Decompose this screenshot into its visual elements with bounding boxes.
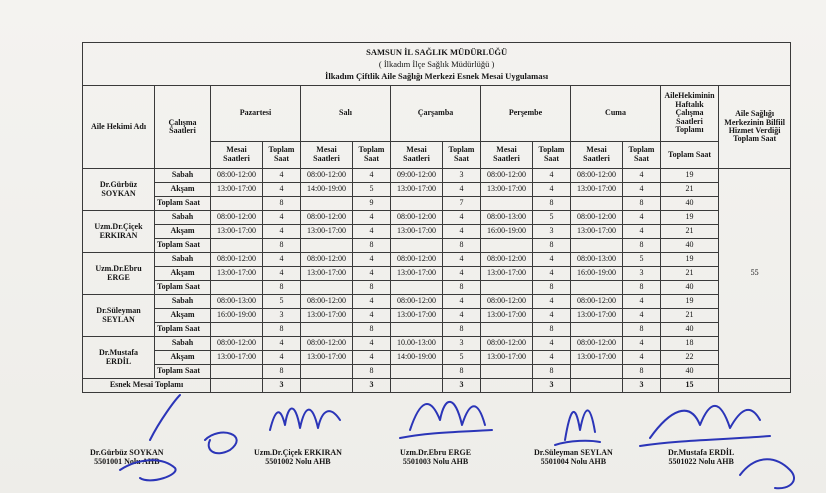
day-total: 8 <box>353 365 391 379</box>
empty-cell <box>211 197 263 211</box>
esnek-day-total: 3 <box>353 379 391 393</box>
shift-hours: 13:00-17:00 <box>211 225 263 239</box>
mesai-saatleri-header: Mesai Saatleri <box>571 141 623 168</box>
shift-hours: 08:00-12:00 <box>571 295 623 309</box>
toplam-saat-label: Toplam Saat <box>155 281 211 295</box>
shift-duration: 3 <box>443 337 481 351</box>
sabah-label: Sabah <box>155 253 211 267</box>
signature-4 <box>534 448 613 466</box>
shift-hours: 08:00-12:00 <box>301 295 353 309</box>
day-total: 8 <box>353 323 391 337</box>
weekly-total: 40 <box>661 197 719 211</box>
shift-duration: 4 <box>443 225 481 239</box>
empty-cell <box>391 323 443 337</box>
doctor-header: Aile Hekimi Adı <box>83 86 155 169</box>
shift-duration: 4 <box>623 225 661 239</box>
shift-duration: 4 <box>353 337 391 351</box>
empty-cell <box>301 365 353 379</box>
shift-hours: 13:00-17:00 <box>481 267 533 281</box>
mesai-saatleri-header: Mesai Saatleri <box>211 141 263 168</box>
shift-hours: 13:00-17:00 <box>481 309 533 323</box>
day-total: 8 <box>443 239 481 253</box>
shift-duration: 4 <box>353 351 391 365</box>
shift-hours: 08:00-12:00 <box>391 253 443 267</box>
shift-duration: 4 <box>533 295 571 309</box>
empty-cell <box>481 239 533 253</box>
empty-cell <box>571 379 623 393</box>
signature-name: Dr.Gürbüz SOYKAN <box>90 448 164 457</box>
shift-hours: 13:00-17:00 <box>571 183 623 197</box>
doctor-name <box>83 169 155 211</box>
shift-hours: 08:00-12:00 <box>391 295 443 309</box>
toplam-saat-header: Toplam Saat <box>263 141 301 168</box>
doctor-name <box>83 253 155 295</box>
weekly-aksam-total: 21 <box>661 225 719 239</box>
shift-duration: 4 <box>443 295 481 309</box>
sabah-label: Sabah <box>155 295 211 309</box>
table-row <box>83 337 791 351</box>
empty-cell <box>301 281 353 295</box>
weekly-aksam-total: 21 <box>661 267 719 281</box>
doctor-name <box>83 337 155 379</box>
shift-duration: 4 <box>443 267 481 281</box>
shift-duration: 4 <box>353 225 391 239</box>
toplam-saat-header: Toplam Saat <box>533 141 571 168</box>
day-total: 8 <box>353 281 391 295</box>
shift-hours: 16:00-19:00 <box>481 225 533 239</box>
aksam-label: Akşam <box>155 351 211 365</box>
table-row <box>83 281 791 295</box>
shift-duration: 4 <box>623 309 661 323</box>
day-total: 8 <box>263 239 301 253</box>
doctor-title: Uzm.Dr.Çiçek <box>94 222 143 232</box>
weekly-aksam-total: 21 <box>661 183 719 197</box>
esnek-day-total: 3 <box>263 379 301 393</box>
shift-duration: 4 <box>353 309 391 323</box>
table-row <box>83 351 791 365</box>
empty-cell <box>571 239 623 253</box>
day-total: 8 <box>623 323 661 337</box>
day-total: 8 <box>533 197 571 211</box>
toplam-saat-label: Toplam Saat <box>155 323 211 337</box>
weekly-sabah-total: 19 <box>661 169 719 183</box>
shift-hours: 13:00-17:00 <box>211 183 263 197</box>
signature-5 <box>668 448 734 466</box>
empty-cell <box>391 281 443 295</box>
shift-hours: 14:00-19:00 <box>301 183 353 197</box>
empty-cell <box>211 323 263 337</box>
shift-duration: 4 <box>533 267 571 281</box>
table-row <box>83 197 791 211</box>
day-total: 8 <box>533 323 571 337</box>
weekly-total: 40 <box>661 281 719 295</box>
shift-duration: 4 <box>623 183 661 197</box>
empty-cell <box>719 379 791 393</box>
shift-duration: 4 <box>353 169 391 183</box>
signature-number: 5501001 Nolu AHB <box>94 457 160 466</box>
shift-duration: 4 <box>353 295 391 309</box>
shift-duration: 4 <box>623 337 661 351</box>
aksam-label: Akşam <box>155 309 211 323</box>
shift-hours: 16:00-19:00 <box>211 309 263 323</box>
shift-hours: 13:00-17:00 <box>391 309 443 323</box>
shift-duration: 4 <box>263 169 301 183</box>
table-row <box>83 267 791 281</box>
shift-duration: 4 <box>263 211 301 225</box>
day-total: 8 <box>263 323 301 337</box>
signature-1 <box>90 448 164 466</box>
shift-duration: 4 <box>623 169 661 183</box>
shift-duration: 5 <box>353 183 391 197</box>
esnek-day-total: 3 <box>533 379 571 393</box>
signature-number: 5501022 Nolu AHB <box>668 457 734 466</box>
day-total: 8 <box>533 239 571 253</box>
shift-hours: 13:00-17:00 <box>391 225 443 239</box>
signature-number: 5501002 Nolu AHB <box>265 457 331 466</box>
day-total: 9 <box>353 197 391 211</box>
title-line-1: SAMSUN İL SAĞLIK MÜDÜRLÜĞÜ <box>366 46 508 57</box>
weekly-toplam-header: Toplam Saat <box>661 141 719 168</box>
table-row <box>83 211 791 225</box>
sabah-label: Sabah <box>155 169 211 183</box>
shift-duration: 4 <box>443 183 481 197</box>
doctor-name <box>83 211 155 253</box>
table-row <box>83 365 791 379</box>
weekly-total: 40 <box>661 239 719 253</box>
empty-cell <box>481 379 533 393</box>
toplam-saat-label: Toplam Saat <box>155 197 211 211</box>
esnek-day-total: 3 <box>623 379 661 393</box>
empty-cell <box>571 323 623 337</box>
shift-duration: 4 <box>443 211 481 225</box>
day-header-3: Çarşamba <box>391 86 481 142</box>
empty-cell <box>211 379 263 393</box>
shift-duration: 3 <box>443 169 481 183</box>
shift-hours: 08:00-12:00 <box>481 253 533 267</box>
shift-duration: 4 <box>263 183 301 197</box>
table-row <box>83 323 791 337</box>
doctor-surname: ERGE <box>107 272 130 282</box>
doctor-surname: ERKIRAN <box>99 230 138 240</box>
esnek-row <box>83 379 791 393</box>
signature-number: 5501004 Nolu AHB <box>540 457 607 466</box>
shift-duration: 4 <box>533 169 571 183</box>
sabah-label: Sabah <box>155 337 211 351</box>
aksam-label: Akşam <box>155 267 211 281</box>
shift-duration: 4 <box>353 253 391 267</box>
shift-hours: 08:00-12:00 <box>571 211 623 225</box>
shift-hours: 08:00-13:00 <box>481 211 533 225</box>
shift-hours: 08:00-12:00 <box>301 253 353 267</box>
shift-hours: 08:00-12:00 <box>481 169 533 183</box>
esnek-day-total: 3 <box>443 379 481 393</box>
weekly-sabah-total: 19 <box>661 211 719 225</box>
shift-hours: 13:00-17:00 <box>571 225 623 239</box>
shift-duration: 4 <box>263 337 301 351</box>
weekly-total: 40 <box>661 323 719 337</box>
center-total-value: 55 <box>719 169 791 379</box>
day-header-5: Cuma <box>571 86 661 142</box>
shift-duration: 4 <box>443 253 481 267</box>
empty-cell <box>301 197 353 211</box>
esnek-total: 15 <box>661 379 719 393</box>
toplam-saat-header: Toplam Saat <box>443 141 481 168</box>
day-total: 8 <box>533 365 571 379</box>
empty-cell <box>481 281 533 295</box>
day-total: 8 <box>263 197 301 211</box>
doctor-title: Dr.Mustafa <box>98 348 139 358</box>
aksam-label: Akşam <box>155 225 211 239</box>
weekly-aksam-total: 22 <box>661 351 719 365</box>
shift-hours: 13:00-17:00 <box>301 225 353 239</box>
shift-hours: 13:00-17:00 <box>481 351 533 365</box>
shift-hours: 09:00-12:00 <box>391 169 443 183</box>
title-line-2: ( İlkadım İlçe Sağlık Müdürlüğü ) <box>378 58 495 69</box>
day-total: 8 <box>533 281 571 295</box>
table-row <box>83 253 791 267</box>
shift-hours: 13:00-17:00 <box>571 309 623 323</box>
weekly-aksam-total: 21 <box>661 309 719 323</box>
weekly-total: 40 <box>661 365 719 379</box>
shift-duration: 4 <box>263 351 301 365</box>
shift-duration: 5 <box>533 211 571 225</box>
shift-duration: 4 <box>533 351 571 365</box>
doctor-title: Dr.Gürbüz <box>99 180 138 190</box>
shift-hours: 13:00-17:00 <box>211 267 263 281</box>
shift-hours: 13:00-17:00 <box>211 351 263 365</box>
center-total-header: Aile Sağlığı Merkezinin Bilfiil Hizmet Verdiği Toplam Saat <box>719 86 791 169</box>
doctor-name <box>83 295 155 337</box>
shift-hours: 08:00-12:00 <box>211 169 263 183</box>
esnek-label: Esnek Mesai Toplamı <box>83 379 211 393</box>
shift-hours: 13:00-17:00 <box>301 351 353 365</box>
shift-hours: 08:00-12:00 <box>391 211 443 225</box>
shift-duration: 5 <box>263 295 301 309</box>
shift-hours: 16:00-19:00 <box>571 267 623 281</box>
signature-name: Uzm.Dr.Çiçek ERKIRAN <box>254 448 342 457</box>
hours-header: Çalışma Saatleri <box>155 86 211 169</box>
shift-hours: 10.00-13:00 <box>391 337 443 351</box>
shift-hours: 08:00-13:00 <box>571 253 623 267</box>
signature-name: Dr.Süleyman SEYLAN <box>534 448 613 457</box>
empty-cell <box>211 281 263 295</box>
empty-cell <box>301 379 353 393</box>
table-row <box>83 239 791 253</box>
table-row <box>83 295 791 309</box>
day-total: 8 <box>443 323 481 337</box>
table-row <box>83 225 791 239</box>
doctor-title: Uzm.Dr.Ebru <box>95 264 142 274</box>
doctor-title: Dr.Süleyman <box>96 306 141 316</box>
toplam-saat-label: Toplam Saat <box>155 365 211 379</box>
shift-duration: 3 <box>533 225 571 239</box>
shift-duration: 4 <box>623 295 661 309</box>
empty-cell <box>391 379 443 393</box>
shift-hours: 08:00-12:00 <box>571 169 623 183</box>
weekly-total-header: AileHekiminin Haftalık Çalışma Saatleri Toplamı <box>661 86 719 142</box>
shift-duration: 4 <box>623 351 661 365</box>
shift-hours: 14:00-19:00 <box>391 351 443 365</box>
empty-cell <box>211 365 263 379</box>
empty-cell <box>481 365 533 379</box>
signature-name: Dr.Mustafa ERDİL <box>668 448 735 457</box>
doctor-surname: SOYKAN <box>101 188 136 198</box>
shift-hours: 08:00-12:00 <box>481 337 533 351</box>
day-total: 8 <box>623 197 661 211</box>
shift-hours: 13:00-17:00 <box>571 351 623 365</box>
shift-hours: 13:00-17:00 <box>481 183 533 197</box>
mesai-saatleri-header: Mesai Saatleri <box>391 141 443 168</box>
shift-duration: 3 <box>623 267 661 281</box>
day-header-1: Pazartesi <box>211 86 301 142</box>
shift-duration: 4 <box>353 267 391 281</box>
empty-cell <box>391 197 443 211</box>
shift-hours: 08:00-12:00 <box>301 211 353 225</box>
shift-duration: 4 <box>533 253 571 267</box>
shift-hours: 13:00-17:00 <box>391 267 443 281</box>
schedule-table <box>82 42 791 393</box>
shift-duration: 4 <box>443 309 481 323</box>
day-total: 8 <box>623 239 661 253</box>
day-header-4: Perşembe <box>481 86 571 142</box>
day-total: 7 <box>443 197 481 211</box>
empty-cell <box>391 365 443 379</box>
signature-2 <box>254 448 342 466</box>
empty-cell <box>481 197 533 211</box>
day-total: 8 <box>623 281 661 295</box>
shift-duration: 4 <box>533 337 571 351</box>
shift-hours: 13:00-17:00 <box>301 267 353 281</box>
shift-duration: 4 <box>263 253 301 267</box>
shift-hours: 13:00-17:00 <box>301 309 353 323</box>
shift-hours: 08:00-12:00 <box>481 295 533 309</box>
table-row <box>83 309 791 323</box>
shift-duration: 4 <box>263 225 301 239</box>
empty-cell <box>301 239 353 253</box>
shift-hours: 13:00-17:00 <box>391 183 443 197</box>
shift-duration: 5 <box>623 253 661 267</box>
table-row <box>83 183 791 197</box>
doctor-surname: ERDİL <box>105 356 132 366</box>
signature-name: Uzm.Dr.Ebru ERGE <box>400 448 472 457</box>
weekly-sabah-total: 19 <box>661 295 719 309</box>
shift-duration: 5 <box>443 351 481 365</box>
shift-duration: 4 <box>263 267 301 281</box>
toplam-saat-header: Toplam Saat <box>353 141 391 168</box>
toplam-saat-header: Toplam Saat <box>623 141 661 168</box>
empty-cell <box>571 281 623 295</box>
mesai-saatleri-header: Mesai Saatleri <box>301 141 353 168</box>
weekly-sabah-total: 18 <box>661 337 719 351</box>
empty-cell <box>301 323 353 337</box>
shift-duration: 3 <box>263 309 301 323</box>
empty-cell <box>481 323 533 337</box>
empty-cell <box>571 197 623 211</box>
shift-hours: 08:00-13:00 <box>211 295 263 309</box>
signature-3 <box>400 448 471 466</box>
signature-block <box>0 440 826 480</box>
title-line-3: İlkadım Çiftlik Aile Sağlığı Merkezi Esnek Mesai Uygulaması <box>325 71 549 82</box>
shift-duration: 4 <box>353 211 391 225</box>
shift-hours: 08:00-12:00 <box>211 337 263 351</box>
sabah-label: Sabah <box>155 211 211 225</box>
shift-duration: 4 <box>533 183 571 197</box>
table-row <box>83 169 791 183</box>
empty-cell <box>391 239 443 253</box>
shift-hours: 08:00-12:00 <box>211 211 263 225</box>
day-total: 8 <box>263 281 301 295</box>
document-title <box>83 43 791 86</box>
weekly-sabah-total: 19 <box>661 253 719 267</box>
shift-duration: 4 <box>533 309 571 323</box>
day-total: 8 <box>353 239 391 253</box>
empty-cell <box>571 365 623 379</box>
day-total: 8 <box>443 281 481 295</box>
day-total: 8 <box>443 365 481 379</box>
shift-hours: 08:00-12:00 <box>211 253 263 267</box>
shift-hours: 08:00-12:00 <box>571 337 623 351</box>
empty-cell <box>211 239 263 253</box>
signature-number: 5501003 Nolu AHB <box>402 457 469 466</box>
day-total: 8 <box>263 365 301 379</box>
aksam-label: Akşam <box>155 183 211 197</box>
day-total: 8 <box>623 365 661 379</box>
shift-hours: 08:00-12:00 <box>301 169 353 183</box>
shift-duration: 4 <box>623 211 661 225</box>
shift-hours: 08:00-12:00 <box>301 337 353 351</box>
mesai-saatleri-header: Mesai Saatleri <box>481 141 533 168</box>
doctor-surname: SEYLAN <box>102 314 135 324</box>
toplam-saat-label: Toplam Saat <box>155 239 211 253</box>
day-header-2: Salı <box>301 86 391 142</box>
